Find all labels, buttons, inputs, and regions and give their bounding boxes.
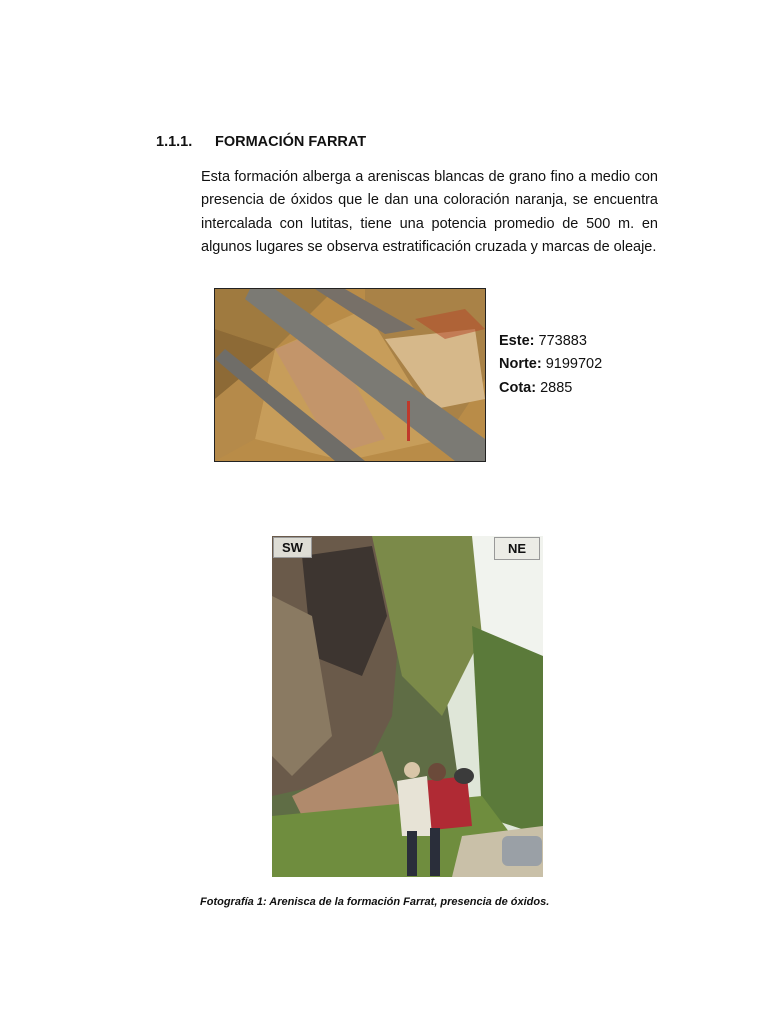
body-paragraph: Esta formación alberga a areniscas blancas de grano fino a medio con presencia de óxidos que le dan una coloración naranja, se encuentra intercalada con lutitas, tiene una potencia promedio de 500 m. en algunos lugares se observa estratificación cruzada y marcas de oleaje. xyxy=(201,169,658,255)
coord-value: 9199702 xyxy=(545,356,603,373)
coord-label: Cota: xyxy=(499,379,537,396)
coord-value: 773883 xyxy=(538,333,587,349)
direction-tag-sw: SW xyxy=(273,537,312,558)
photo-caption: Fotografía 1: Arenisca de la formación Farrat, presencia de óxidos. xyxy=(200,896,550,908)
coord-norte xyxy=(499,353,602,376)
coord-label: Este: xyxy=(499,333,535,349)
outcrop-photo-illustration xyxy=(215,289,485,461)
field-photo-illustration xyxy=(272,536,543,877)
outcrop-photo xyxy=(214,288,486,462)
section-heading xyxy=(156,134,366,150)
coord-este xyxy=(499,330,602,353)
section-number: 1.1.1. xyxy=(156,134,193,150)
coord-cota xyxy=(499,377,602,400)
direction-tag-ne: NE xyxy=(494,537,540,560)
coord-label: Norte: xyxy=(499,356,542,373)
coordinates-block xyxy=(499,330,602,400)
section-title: FORMACIÓN FARRAT xyxy=(215,134,367,150)
coord-value: 2885 xyxy=(540,379,573,396)
field-photo xyxy=(272,536,543,877)
